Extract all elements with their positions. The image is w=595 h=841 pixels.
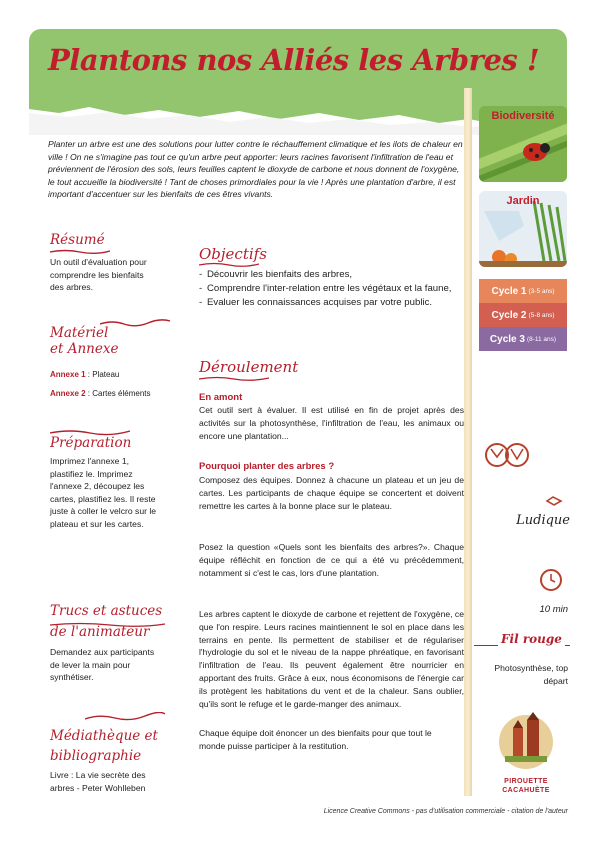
annexe-1	[50, 368, 168, 382]
objectif-item: - Evaluer les connaissances acquises par votre public.	[199, 297, 433, 308]
logo-text-line2: CACAHUÈTE	[502, 787, 550, 794]
mediatheque-title-line1: Médiathèque et	[50, 728, 158, 744]
cycle-1-badge: Cycle 1 (3-5 ans)	[479, 279, 567, 303]
fil-rouge-header	[474, 633, 570, 647]
preparation-section	[50, 435, 168, 451]
deroulement-title: Déroulement	[199, 358, 299, 376]
cycle-2-badge: Cycle 2 (5-8 ans)	[479, 303, 567, 327]
mediatheque-title-line2: bibliographie	[50, 748, 142, 764]
intro-paragraph: Planter un arbre est une des solutions pour lutter contre le réchauffement climatique et les ilots de chaleur en ville ! On ne s'imagine pas tout ce qu'un arbre peut apporter: leurs racines favorisent l'infiltration de l'eau et préviennent de l'érosion des sols, leurs feuilles captent le dioxyde de carbone et nous donnent de l'oxygène, le tout accueille la biodiversité ! Tant de choses primordiales pour la vie ! Après une plantation d'arbre, il est important d'accentuer sur les bienfaits de ces êtres vivants.	[48, 139, 463, 200]
fil-rouge-text: Photosynthèse, top départ	[494, 663, 568, 686]
materiel-underline	[100, 318, 170, 324]
jardin-tag	[479, 191, 567, 267]
preparation-title: Préparation	[50, 435, 132, 451]
annexe-2	[50, 387, 168, 401]
bienfaits-text: Les arbres captent le dioxyde de carbone et rejettent de l'oxygène, ce que l'on respire. Leurs racines maintiennent le sol en place dans les terrains en pente. Ils permettent de stabiliser et de régulariser l'hydrologie du sol et le niveau de la nappe phréatique, en favorisant l'infiltration de l'eau. Ils peuvent également être nourricier en apportant des fruits. Grâce à eux, nous économisons de l'énergie car ils protègent les habitations du vent et de la chaleur. Sans oublier, qu'ils sont le refuge et le garde-manger des animaux.	[199, 609, 464, 709]
logo-emblem	[497, 710, 555, 772]
trucs-underline	[50, 622, 165, 628]
preparation-underline	[50, 428, 130, 434]
objectifs-title: Objectifs	[199, 245, 267, 263]
annexe-2-label: Annexe 2	[50, 389, 86, 398]
page-title: Plantons nos Alliés les Arbres !	[48, 43, 540, 77]
biodiversite-label: Biodiversité	[491, 110, 555, 122]
resume-section	[50, 232, 168, 248]
mediatheque-section	[50, 728, 175, 764]
resume-title: Résumé	[50, 232, 105, 248]
resume-text: Un outil d'évaluation pour comprendre les bienfaits des arbres.	[50, 257, 147, 293]
cycle-3-badge: Cycle 3 (8-11 ans)	[479, 327, 567, 351]
restitution-text: Chaque équipe doit énoncer un des bienfaits pour que tout le monde puisse participer à la restitution.	[199, 728, 432, 751]
mediatheque-text: Livre : La vie secrète des arbres - Peter Wohlleben	[50, 770, 146, 793]
logo-text-line1: PIROUETTE	[504, 778, 548, 785]
hands-icon	[483, 437, 531, 482]
en-amont-subtitle: En amont	[199, 392, 243, 403]
pourquoi-text: Composez des équipes. Donnez à chacune un plateau et un jeu de cartes. Les participants de chaque équipe se concertent et doivent remettre les cartes à la bonne place sur le plateau.	[199, 475, 464, 511]
objectif-item: - Comprendre l'inter-relation entre les végétaux et la faune,	[199, 283, 452, 294]
clock-icon	[538, 567, 564, 598]
preparation-text: Imprimez l'annexe 1, plastifiez le. Imprimez l'annexe 2, découpez les cartes, plastifiez les. Il reste juste à coller le velcro sur le plateau et sur les cartes.	[50, 456, 157, 529]
materiel-section	[50, 325, 168, 357]
en-amont-text: Cet outil sert à évaluer. Il est utilisé en fin de projet après des activités sur la photosynthèse, l'infiltration de l'eau, les animaux ou encore une plantation...	[199, 405, 464, 441]
mediatheque-underline	[85, 712, 165, 718]
footer-license: Licence Creative Commons - pas d'utilisation commerciale - citation de l'auteur	[323, 808, 568, 815]
pourquoi-subtitle: Pourquoi planter des arbres ?	[199, 461, 335, 472]
decorative-wood-strip	[464, 88, 472, 796]
fil-rouge-title: Fil rouge	[498, 632, 565, 646]
objectifs-list	[199, 268, 465, 310]
trucs-title-line2: de l'animateur	[50, 624, 150, 640]
duration: 10 min	[539, 604, 568, 615]
annexe-1-label: Annexe 1	[50, 370, 86, 379]
annexe-2-text: : Cartes éléments	[85, 389, 151, 398]
materiel-title-line2: et Annexe	[50, 341, 119, 357]
trucs-title-line1: Trucs et astuces	[50, 603, 163, 619]
type-ludique: Ludique	[516, 513, 570, 528]
question-text: Posez la question «Quels sont les bienfaits des arbres?». Chaque équipe réfléchit en fonction de ce qui a été vu précédemment, notamment si c'est le cas, lors d'une plantation.	[199, 542, 464, 578]
annexe-1-text: : Plateau	[85, 370, 120, 379]
resume-underline	[50, 249, 110, 255]
pirouette-cacahuete-logo	[497, 710, 555, 800]
materiel-title-line1: Matériel	[50, 325, 109, 341]
jardin-label: Jardin	[506, 195, 540, 207]
deroulement-underline	[199, 376, 269, 382]
dice-icon	[545, 494, 563, 512]
objectif-item: - Découvrir les bienfaits des arbres,	[199, 269, 353, 280]
trucs-text: Demandez aux participants de lever la main pour synthétiser.	[50, 647, 155, 683]
biodiversite-tag	[479, 106, 567, 182]
